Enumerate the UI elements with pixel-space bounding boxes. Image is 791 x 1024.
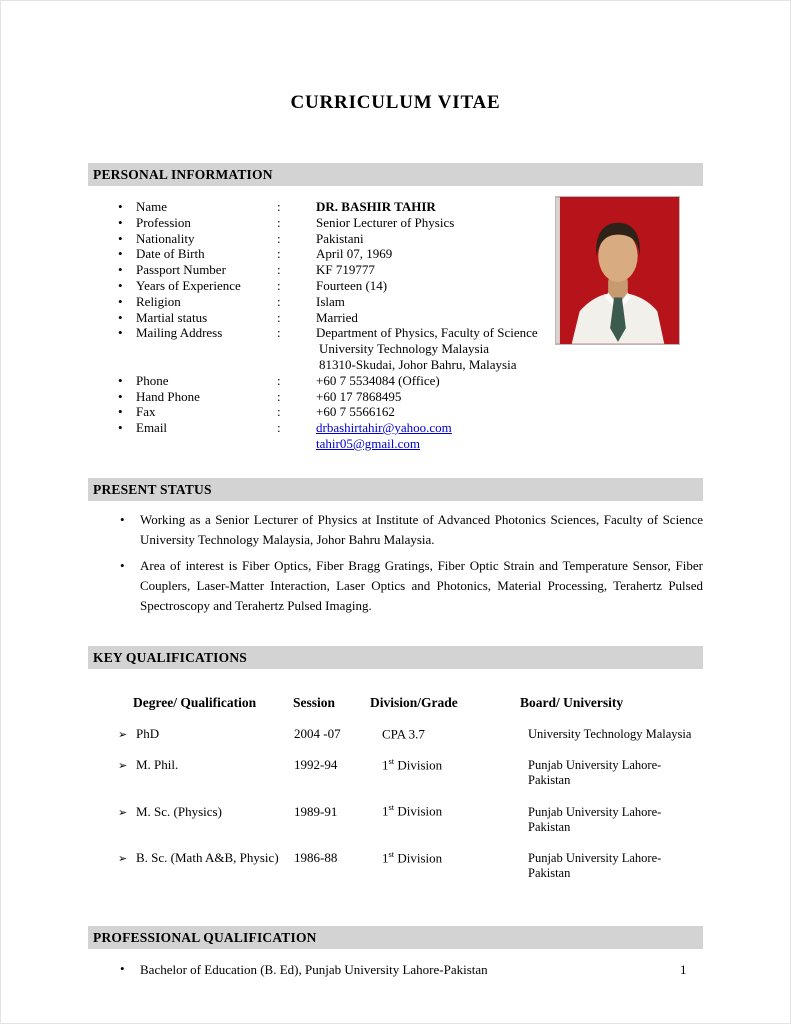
cell-session: 2004 -07 bbox=[294, 726, 341, 742]
grade-text: CPA 3.7 bbox=[382, 726, 425, 742]
cell-division bbox=[382, 756, 528, 773]
page-title: CURRICULUM VITAE bbox=[290, 92, 501, 113]
cell-session: 1992-94 bbox=[294, 757, 338, 773]
field-value-mailing-address bbox=[316, 325, 558, 372]
email-link-gmail[interactable]: tahir05@gmail.com bbox=[316, 435, 421, 451]
field-value: Islam bbox=[316, 293, 345, 309]
grade-superscript: st bbox=[388, 756, 395, 767]
email-link-yahoo[interactable]: drbashirtahir@yahoo.com bbox=[316, 420, 452, 436]
field-colon: : bbox=[277, 404, 281, 420]
field-label: Martial status bbox=[136, 309, 208, 325]
bullet-icon: • bbox=[118, 262, 123, 278]
cell-board: Punjab University Lahore-Pakistan bbox=[528, 758, 662, 788]
field-row-phone bbox=[88, 373, 703, 389]
grade-text: 1 bbox=[382, 757, 389, 773]
field-colon: : bbox=[277, 372, 281, 388]
grade-superscript: st bbox=[388, 848, 395, 859]
field-value: KF 719777 bbox=[316, 262, 375, 278]
field-colon: : bbox=[277, 199, 281, 214]
bullet-icon: • bbox=[118, 277, 123, 293]
bullet-icon: • bbox=[118, 404, 123, 420]
field-colon: : bbox=[277, 230, 281, 246]
cell-board: Punjab University Lahore-Pakistan bbox=[528, 804, 662, 834]
field-row-hand-phone bbox=[88, 389, 703, 405]
column-header-degree: Degree/ Qualification bbox=[133, 694, 257, 710]
cell-degree: B. Sc. (Math A&B, Physic) bbox=[136, 850, 279, 866]
field-value: +60 17 7868495 bbox=[316, 388, 402, 404]
column-header-division: Division/Grade bbox=[370, 694, 458, 710]
portrait-photo-image bbox=[556, 197, 679, 344]
personal-information-body bbox=[88, 199, 703, 452]
field-label: Phone bbox=[136, 372, 169, 388]
qualification-row-msc bbox=[88, 802, 703, 834]
bullet-icon: • bbox=[118, 214, 123, 230]
address-line-1: Department of Physics, Faculty of Science bbox=[316, 325, 538, 341]
field-label: Religion bbox=[136, 293, 181, 309]
field-value: +60 7 5534084 (Office) bbox=[316, 372, 440, 388]
section-heading-present-status: PRESENT STATUS bbox=[88, 478, 703, 501]
bullet-icon: • bbox=[118, 246, 123, 262]
bullet-icon: • bbox=[120, 511, 125, 527]
field-value: +60 7 5566162 bbox=[316, 404, 395, 420]
field-label: Years of Experience bbox=[136, 277, 241, 293]
field-label: Mailing Address bbox=[136, 325, 223, 341]
cell-degree: M. Sc. (Physics) bbox=[136, 803, 222, 819]
field-value-email bbox=[316, 420, 558, 452]
present-status-text-2: Area of interest is Fiber Optics, Fiber Bragg Gratings, Fiber Optic Strain and Temperature Sensor, Fiber Couplers, Laser-Matter Interaction, Laser Optics and Photonics, Material Processing, Terahertz Pulsed Spectroscopy and Terahertz Pulsed Imaging. bbox=[140, 557, 703, 613]
field-colon: : bbox=[277, 277, 281, 293]
field-label: Name bbox=[136, 199, 168, 214]
field-colon: : bbox=[277, 246, 281, 262]
profile-photo bbox=[555, 196, 680, 345]
bullet-icon: • bbox=[118, 230, 123, 246]
bullet-icon: • bbox=[118, 309, 123, 325]
grade-rest: Division bbox=[394, 757, 443, 773]
bullet-icon: • bbox=[120, 557, 125, 573]
cell-board: Punjab University Lahore-Pakistan bbox=[528, 851, 662, 881]
bullet-icon: • bbox=[118, 372, 123, 388]
field-colon: : bbox=[277, 325, 281, 341]
qualification-row-phd bbox=[88, 725, 703, 742]
address-line-2: University Technology Malaysia bbox=[319, 341, 489, 357]
section-heading-personal-information: PERSONAL INFORMATION bbox=[88, 163, 703, 186]
cell-division bbox=[382, 725, 528, 742]
cell-division bbox=[382, 849, 528, 866]
cell-board: University Technology Malaysia bbox=[528, 727, 692, 742]
field-label: Hand Phone bbox=[136, 388, 200, 404]
present-status-item-2 bbox=[88, 556, 703, 616]
field-row-email bbox=[88, 420, 703, 452]
grade-text: 1 bbox=[382, 850, 389, 866]
bullet-icon: • bbox=[118, 199, 123, 214]
field-value: Married bbox=[316, 309, 358, 325]
field-value: DR. BASHIR TAHIR bbox=[316, 199, 436, 214]
arrow-bullet-icon: ➢ bbox=[118, 728, 128, 742]
present-status-text-1: Working as a Senior Lecturer of Physics at Institute of Advanced Photonics Sciences, Faculty of Science University Technology Malaysia, Johor Bahru Malaysia. bbox=[140, 511, 703, 547]
cell-degree: M. Phil. bbox=[136, 757, 179, 773]
field-label: Email bbox=[136, 420, 168, 436]
field-colon: : bbox=[277, 293, 281, 309]
arrow-bullet-icon: ➢ bbox=[118, 759, 128, 773]
arrow-bullet-icon: ➢ bbox=[118, 852, 128, 866]
field-colon: : bbox=[277, 214, 281, 230]
field-colon: : bbox=[277, 420, 281, 436]
field-colon: : bbox=[277, 388, 281, 404]
qualification-row-bsc bbox=[88, 849, 703, 881]
column-header-board: Board/ University bbox=[520, 694, 624, 710]
page-number: 1 bbox=[680, 962, 687, 977]
qualification-row-mphil bbox=[88, 756, 703, 788]
field-value: April 07, 1969 bbox=[316, 246, 393, 262]
bullet-icon: • bbox=[118, 388, 123, 404]
cell-session: 1989-91 bbox=[294, 803, 338, 819]
bullet-icon: • bbox=[120, 961, 125, 977]
grade-rest: Division bbox=[394, 803, 443, 819]
document-content bbox=[88, 163, 703, 978]
qualifications-table-header bbox=[88, 695, 703, 711]
present-status-item-1 bbox=[88, 510, 703, 550]
bullet-icon: • bbox=[118, 420, 123, 436]
arrow-bullet-icon: ➢ bbox=[118, 805, 128, 819]
professional-qualification-text: Bachelor of Education (B. Ed), Punjab University Lahore-Pakistan bbox=[140, 962, 488, 978]
grade-text: 1 bbox=[382, 803, 389, 819]
professional-qualification-item bbox=[88, 961, 703, 978]
column-header-session: Session bbox=[293, 694, 336, 710]
field-value: Fourteen (14) bbox=[316, 277, 388, 293]
field-label: Passport Number bbox=[136, 262, 226, 278]
field-value: Senior Lecturer of Physics bbox=[316, 214, 455, 230]
bullet-icon: • bbox=[118, 293, 123, 309]
cell-session: 1986-88 bbox=[294, 850, 338, 866]
field-label: Date of Birth bbox=[136, 246, 205, 262]
field-label: Nationality bbox=[136, 230, 195, 246]
section-heading-professional-qualification: PROFESSIONAL QUALIFICATION bbox=[88, 926, 703, 949]
field-row-fax bbox=[88, 404, 703, 420]
header-spacer bbox=[88, 695, 133, 711]
cell-division bbox=[382, 802, 528, 819]
field-value: Pakistani bbox=[316, 230, 364, 246]
field-colon: : bbox=[277, 309, 281, 325]
field-label: Profession bbox=[136, 214, 191, 230]
cell-degree: PhD bbox=[136, 726, 160, 742]
bullet-icon: • bbox=[118, 325, 123, 341]
field-label: Fax bbox=[136, 404, 156, 420]
address-line-3: 81310-Skudai, Johor Bahru, Malaysia bbox=[319, 356, 517, 372]
field-colon: : bbox=[277, 262, 281, 278]
grade-superscript: st bbox=[388, 802, 395, 813]
grade-rest: Division bbox=[394, 850, 443, 866]
section-heading-key-qualifications: KEY QUALIFICATIONS bbox=[88, 646, 703, 669]
